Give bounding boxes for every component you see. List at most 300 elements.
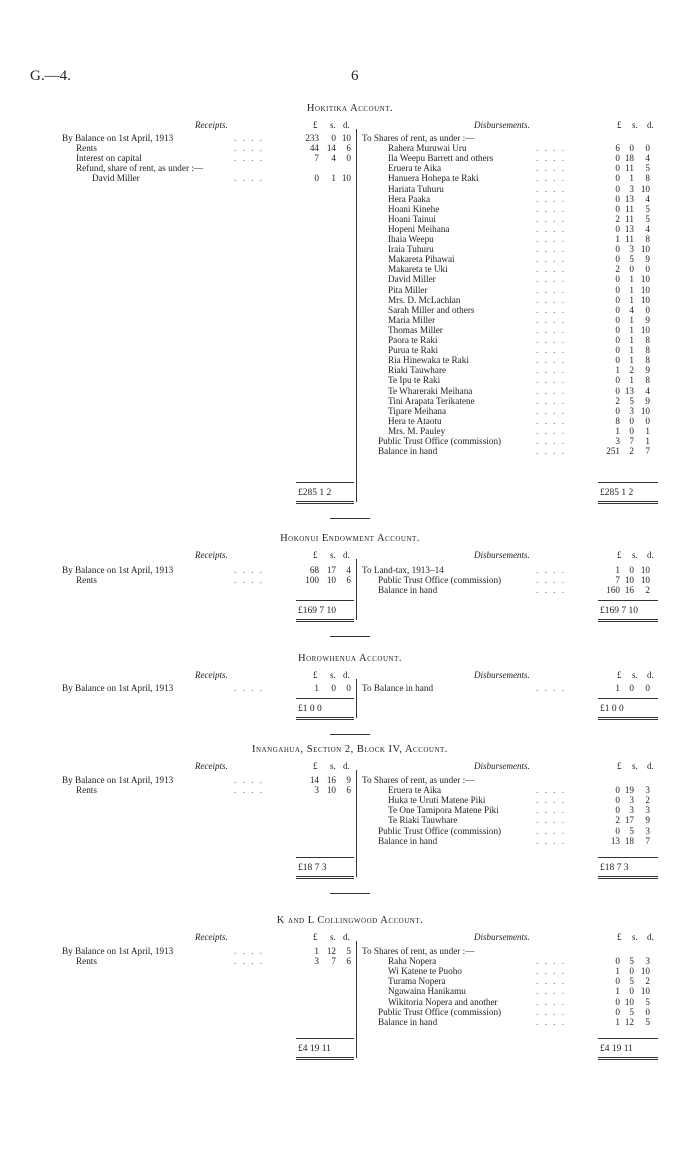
leader-dots: . . . .: [234, 575, 265, 586]
leader-dots: . . . .: [536, 976, 567, 987]
disbursement-row: [352, 163, 662, 173]
disbursement-label: David Miller: [388, 274, 436, 285]
disbursement-row: [352, 986, 662, 996]
disbursement-l: 0: [615, 153, 620, 164]
disbursement-s: 11: [625, 234, 634, 244]
receipt-l: 1: [314, 946, 319, 956]
disbursement-d: 8: [645, 345, 650, 356]
total-double-rule-left: [296, 876, 354, 879]
leader-dots: . . . .: [234, 153, 265, 164]
leader-dots: . . . .: [536, 294, 567, 305]
total-rule-left: [296, 857, 354, 858]
lsd-heading-right-l: £: [617, 932, 622, 942]
disbursement-s: 5: [629, 395, 634, 406]
leader-dots: . . . .: [536, 815, 567, 826]
disbursement-row: [352, 946, 662, 956]
disbursement-l: 0: [615, 405, 620, 416]
receipts-heading: Receipts.: [195, 932, 228, 942]
disbursement-s: 0: [629, 565, 634, 575]
total-double-rule-right: [598, 501, 658, 504]
disbursement-s: 13: [624, 223, 634, 234]
total-disbursements: £285 1 2: [600, 488, 634, 498]
disbursement-label: Riaki Tauwhare: [388, 365, 447, 376]
receipts-heading: Receipts.: [195, 550, 228, 560]
receipt-row: [0, 565, 352, 575]
disbursement-row: [352, 785, 662, 795]
disbursement-row: [352, 815, 662, 825]
disbursement-label: Hanuera Hohepa te Raki: [388, 173, 479, 184]
disbursement-s: 1: [629, 335, 634, 345]
disbursement-label: Balance in hand: [378, 585, 438, 596]
disbursement-row: [352, 565, 662, 575]
disbursement-row: [352, 976, 662, 986]
disbursement-label: Rahera Muruwai Uru: [388, 143, 467, 154]
disbursement-label: Mrs. M. Pauley: [388, 425, 446, 436]
disbursement-l: 0: [615, 244, 620, 255]
disbursement-d: 10: [640, 294, 650, 305]
receipt-label: Rents: [76, 956, 97, 967]
disbursement-row: [352, 795, 662, 805]
receipt-label: By Balance on 1st April, 1913: [62, 565, 174, 575]
leader-dots: . . . .: [536, 446, 567, 457]
disbursement-l: 0: [615, 345, 620, 356]
disbursement-l: 13: [610, 835, 620, 846]
disbursement-label: Tipare Meihana: [388, 405, 447, 416]
account-title: Horowhenua Account.: [298, 653, 402, 664]
disbursement-l: 7: [615, 575, 620, 586]
disbursement-label: To Land-tax, 1913–14: [362, 565, 444, 575]
disbursement-row: [352, 365, 662, 375]
disbursement-d: 0: [645, 683, 650, 693]
disbursement-label: Tini Arapata Terikatene: [388, 395, 475, 406]
disbursement-label: Te Riaki Tauwhare: [388, 815, 458, 826]
disbursement-row: [352, 406, 662, 416]
disbursement-s: 11: [625, 203, 634, 214]
disbursement-d: 3: [645, 956, 650, 967]
disbursement-l: 0: [615, 825, 620, 836]
disbursement-s: 12: [624, 1016, 634, 1027]
disbursement-s: 1: [629, 324, 634, 335]
leader-dots: . . . .: [536, 264, 567, 275]
disbursement-l: 8: [615, 415, 620, 426]
disbursement-label: Wi Katene te Puoho: [388, 966, 462, 977]
total-rule-left: [296, 1038, 354, 1039]
disbursement-row: [352, 285, 662, 295]
account-title: Inangahua, Section 2, Block IV, Account.: [252, 744, 448, 755]
disbursement-l: 1: [615, 234, 620, 244]
receipts-heading: Receipts.: [195, 670, 228, 680]
leader-dots: . . . .: [536, 415, 567, 426]
receipt-d: 4: [346, 565, 351, 575]
disbursement-row: [352, 345, 662, 355]
disbursement-l: 0: [615, 956, 620, 967]
disbursement-row: [352, 416, 662, 426]
receipt-row: [0, 143, 352, 153]
receipt-label: Interest on capital: [76, 153, 142, 164]
leader-dots: . . . .: [536, 585, 567, 596]
lsd-heading-left-l: £: [313, 932, 318, 942]
disbursement-row: [352, 386, 662, 396]
total-double-rule-left: [296, 501, 354, 504]
disbursement-l: 1: [615, 683, 620, 693]
disbursement-l: 0: [615, 976, 620, 987]
total-double-rule-right: [598, 717, 658, 720]
receipt-s: 16: [326, 775, 336, 785]
document-reference: G.—4.: [30, 68, 71, 84]
disbursement-l: 0: [615, 335, 620, 345]
disbursement-d: 10: [640, 575, 650, 586]
disbursement-l: 0: [615, 163, 620, 174]
lsd-heading-left-d: d.: [343, 761, 350, 771]
receipt-l: 1: [314, 683, 319, 693]
disbursement-label: Eruera te Aika: [388, 163, 442, 174]
disbursement-s: 13: [624, 385, 634, 396]
receipt-row: [0, 785, 352, 795]
disbursement-row: [352, 254, 662, 264]
column-divider: [356, 559, 357, 620]
lsd-heading-right-l: £: [617, 761, 622, 771]
leader-dots: . . . .: [536, 324, 567, 335]
disbursement-s: 2: [629, 365, 634, 376]
receipt-s: 1: [331, 173, 336, 184]
total-rule-right: [598, 857, 658, 858]
disbursement-s: 3: [629, 805, 634, 816]
section-separator: [330, 518, 370, 519]
lsd-heading-right-s: s.: [632, 761, 638, 771]
disbursement-label: Maria Miller: [388, 314, 436, 325]
disbursement-d: 0: [645, 1006, 650, 1017]
disbursement-label: Te Whareraki Meihana: [388, 385, 473, 396]
disbursement-d: 7: [645, 446, 650, 457]
disbursement-d: 0: [645, 264, 650, 275]
disbursement-row: [352, 396, 662, 406]
disbursement-l: 0: [615, 223, 620, 234]
disbursement-l: 2: [615, 815, 620, 826]
receipt-d: 0: [346, 153, 351, 164]
disbursement-s: 1: [629, 314, 634, 325]
disbursement-row: [352, 956, 662, 966]
lsd-heading-left-l: £: [313, 761, 318, 771]
disbursement-label: Turama Nopera: [388, 976, 446, 987]
disbursement-d: 10: [640, 183, 650, 194]
disbursement-l: 0: [615, 274, 620, 285]
leader-dots: . . . .: [536, 153, 567, 164]
disbursement-d: 8: [645, 234, 650, 244]
total-receipts: £18 7 3: [298, 863, 327, 873]
total-rule-right: [598, 600, 658, 601]
disbursement-label: Public Trust Office (commission): [378, 575, 502, 586]
leader-dots: . . . .: [536, 436, 567, 446]
leader-dots: . . . .: [536, 395, 567, 406]
total-disbursements: £169 7 10: [600, 606, 638, 616]
total-rule-left: [296, 600, 354, 601]
receipt-l: 7: [314, 153, 319, 164]
total-double-rule-left: [296, 717, 354, 720]
disbursement-label: Hera te Ataotu: [388, 415, 442, 426]
disbursement-row: [352, 335, 662, 345]
disbursement-s: 3: [629, 405, 634, 416]
disbursement-d: 3: [645, 805, 650, 816]
disbursement-s: 5: [629, 1006, 634, 1017]
disbursement-s: 0: [629, 425, 634, 436]
page-number: 6: [351, 68, 359, 84]
disbursement-row: [352, 325, 662, 335]
leader-dots: . . . .: [536, 254, 567, 265]
disbursement-d: 4: [645, 385, 650, 396]
lsd-heading-left-s: s.: [330, 120, 336, 130]
receipt-s: 0: [331, 133, 336, 143]
lsd-heading-left-l: £: [313, 120, 318, 130]
disbursement-l: 0: [615, 294, 620, 305]
disbursement-row: [352, 264, 662, 274]
leader-dots: . . . .: [536, 405, 567, 416]
section-separator: [330, 893, 370, 894]
disbursement-row: [352, 244, 662, 254]
receipts-heading: Receipts.: [195, 761, 228, 771]
receipt-d: 10: [341, 133, 351, 143]
disbursement-label: To Shares of rent, as under :—: [362, 133, 475, 143]
receipt-row: [0, 683, 352, 693]
disbursement-s: 5: [629, 825, 634, 836]
disbursement-s: 5: [629, 254, 634, 265]
disbursement-l: 2: [615, 213, 620, 224]
disbursement-l: 0: [615, 284, 620, 295]
disbursement-label: Hopeni Meihana: [388, 223, 450, 234]
disbursement-d: 0: [645, 304, 650, 315]
disbursement-d: 0: [645, 143, 650, 154]
leader-dots: . . . .: [536, 314, 567, 325]
lsd-heading-left-s: s.: [330, 670, 336, 680]
total-receipts: £4 19 11: [298, 1044, 331, 1054]
disbursement-s: 1: [629, 294, 634, 305]
receipt-l: 44: [309, 143, 319, 154]
leader-dots: . . . .: [536, 966, 567, 977]
disbursement-d: 3: [645, 825, 650, 836]
leader-dots: . . . .: [536, 274, 567, 285]
receipt-row: [0, 173, 352, 183]
disbursement-d: 10: [640, 966, 650, 977]
disbursement-label: Te Ipu te Raki: [388, 375, 441, 386]
disbursement-l: 0: [615, 173, 620, 184]
disbursement-label: Purua te Raki: [388, 345, 439, 356]
disbursement-l: 0: [615, 304, 620, 315]
leader-dots: . . . .: [536, 284, 567, 295]
disbursement-d: 2: [645, 795, 650, 806]
disbursement-l: 251: [606, 446, 620, 457]
disbursement-s: 5: [629, 956, 634, 967]
lsd-heading-right-s: s.: [632, 120, 638, 130]
disbursement-label: Makareta te Uki: [388, 264, 448, 275]
disbursement-s: 0: [629, 415, 634, 426]
leader-dots: . . . .: [536, 163, 567, 174]
total-double-rule-left: [296, 1057, 354, 1060]
disbursement-row: [352, 836, 662, 846]
disbursement-row: [352, 234, 662, 244]
disbursements-heading: Disbursements.: [474, 670, 530, 680]
disbursement-label: Hariata Tuhuru: [388, 183, 444, 194]
leader-dots: . . . .: [536, 203, 567, 214]
disbursement-l: 2: [615, 395, 620, 406]
leader-dots: . . . .: [536, 375, 567, 386]
receipt-s: 17: [326, 565, 336, 575]
leader-dots: . . . .: [536, 795, 567, 806]
leader-dots: . . . .: [536, 244, 567, 255]
lsd-heading-right-l: £: [617, 120, 622, 130]
disbursement-d: 5: [645, 1016, 650, 1027]
disbursement-l: 0: [615, 203, 620, 214]
section-separator: [330, 734, 370, 735]
disbursement-l: 0: [615, 805, 620, 816]
disbursement-s: 18: [624, 153, 634, 164]
receipts-heading: Receipts.: [195, 120, 228, 130]
section-separator: [330, 636, 370, 637]
disbursement-d: 9: [645, 395, 650, 406]
disbursement-s: 2: [629, 446, 634, 457]
disbursement-label: Balance in hand: [378, 1016, 438, 1027]
leader-dots: . . . .: [536, 683, 567, 693]
lsd-heading-right-d: d.: [647, 761, 654, 771]
total-disbursements: £1 0 0: [600, 704, 624, 714]
disbursement-row: [352, 683, 662, 693]
lsd-heading-right-s: s.: [632, 670, 638, 680]
disbursement-d: 0: [645, 415, 650, 426]
total-receipts: £1 0 0: [298, 704, 322, 714]
receipt-d: 9: [346, 775, 351, 785]
leader-dots: . . . .: [536, 785, 567, 796]
receipt-s: 12: [326, 946, 336, 956]
leader-dots: . . . .: [536, 304, 567, 315]
disbursement-d: 9: [645, 815, 650, 826]
disbursement-l: 0: [615, 385, 620, 396]
receipt-label: By Balance on 1st April, 1913: [62, 775, 174, 785]
disbursement-label: Paora te Raki: [388, 335, 438, 345]
disbursement-label: Mrs. D. McLachlan: [388, 294, 461, 305]
disbursement-s: 16: [624, 585, 634, 596]
disbursement-d: 4: [645, 223, 650, 234]
receipt-label: Rents: [76, 575, 97, 586]
total-rule-right: [598, 1038, 658, 1039]
disbursement-row: [352, 184, 662, 194]
receipt-l: 3: [314, 785, 319, 796]
disbursement-d: 10: [640, 565, 650, 575]
disbursement-l: 0: [615, 375, 620, 386]
disbursement-l: 0: [615, 996, 620, 1007]
disbursement-l: 1: [615, 986, 620, 997]
receipt-row: [0, 133, 352, 143]
account-title: K and L Collingwood Account.: [276, 915, 424, 926]
receipt-label: By Balance on 1st April, 1913: [62, 946, 174, 956]
disbursement-s: 1: [629, 355, 634, 366]
disbursement-label: Balance in hand: [378, 835, 438, 846]
receipt-d: 0: [346, 683, 351, 693]
leader-dots: . . . .: [234, 565, 265, 575]
disbursement-row: [352, 1017, 662, 1027]
disbursement-d: 3: [645, 785, 650, 796]
disbursement-row: [352, 355, 662, 365]
disbursement-label: Wikitoria Nopera and another: [388, 996, 498, 1007]
disbursement-row: [352, 133, 662, 143]
disbursement-d: 2: [645, 585, 650, 596]
disbursement-label: Ria Hinewaka te Raki: [388, 355, 469, 366]
disbursement-row: [352, 153, 662, 163]
account-title: Hokonui Endowment Account.: [280, 533, 420, 544]
column-divider: [356, 679, 357, 718]
receipt-d: 6: [346, 143, 351, 154]
disbursement-d: 10: [640, 405, 650, 416]
disbursement-label: To Shares of rent, as under :—: [362, 946, 475, 956]
disbursement-d: 10: [640, 274, 650, 285]
disbursement-label: Sarah Miller and others: [388, 304, 475, 315]
disbursement-s: 1: [629, 375, 634, 386]
total-rule-right: [598, 698, 658, 699]
leader-dots: . . . .: [234, 143, 265, 154]
disbursement-label: Ngawaina Hanikamu: [388, 986, 466, 997]
receipt-label: Rents: [76, 785, 97, 796]
disbursement-label: Huka te Uruti Matene Piki: [388, 795, 486, 806]
leader-dots: . . . .: [234, 683, 265, 693]
leader-dots: . . . .: [536, 1006, 567, 1017]
disbursement-s: 0: [629, 986, 634, 997]
lsd-heading-left-d: d.: [343, 670, 350, 680]
disbursement-row: [352, 274, 662, 284]
disbursement-l: 0: [615, 1006, 620, 1017]
leader-dots: . . . .: [536, 143, 567, 154]
disbursement-l: 6: [615, 143, 620, 154]
disbursement-d: 1: [645, 425, 650, 436]
receipt-s: 7: [331, 956, 336, 967]
disbursement-d: 1: [645, 436, 650, 446]
disbursements-heading: Disbursements.: [474, 550, 530, 560]
column-divider: [356, 770, 357, 877]
disbursement-row: [352, 194, 662, 204]
disbursement-label: Thomas Miller: [388, 324, 443, 335]
disbursement-row: [352, 585, 662, 595]
receipt-d: 6: [346, 575, 351, 586]
disbursement-l: 160: [606, 585, 620, 596]
disbursement-row: [352, 173, 662, 183]
disbursement-s: 10: [624, 575, 634, 586]
disbursement-d: 5: [645, 996, 650, 1007]
disbursement-row: [352, 204, 662, 214]
leader-dots: . . . .: [234, 785, 265, 796]
disbursement-s: 3: [629, 244, 634, 255]
leader-dots: . . . .: [536, 193, 567, 204]
receipt-label: By Balance on 1st April, 1913: [62, 133, 174, 143]
disbursement-s: 1: [629, 345, 634, 356]
leader-dots: . . . .: [536, 385, 567, 396]
disbursement-s: 19: [624, 785, 634, 796]
lsd-heading-right-s: s.: [632, 550, 638, 560]
disbursement-row: [352, 214, 662, 224]
receipt-label: Refund, share of rent, as under :—: [76, 163, 204, 174]
disbursement-s: 1: [629, 173, 634, 184]
disbursement-l: 0: [615, 324, 620, 335]
lsd-heading-left-l: £: [313, 550, 318, 560]
leader-dots: . . . .: [536, 345, 567, 356]
leader-dots: . . . .: [536, 825, 567, 836]
receipt-label: Rents: [76, 143, 97, 154]
disbursement-label: Eruera te Aika: [388, 785, 442, 796]
disbursement-label: Makareta Pihawai: [388, 254, 455, 265]
disbursement-l: 0: [615, 785, 620, 796]
total-double-rule-right: [598, 876, 658, 879]
total-rule-right: [598, 482, 658, 483]
total-double-rule-right: [598, 619, 658, 622]
disbursement-s: 11: [625, 213, 634, 224]
disbursement-l: 0: [615, 193, 620, 204]
lsd-heading-right-d: d.: [647, 120, 654, 130]
lsd-heading-right-l: £: [617, 670, 622, 680]
